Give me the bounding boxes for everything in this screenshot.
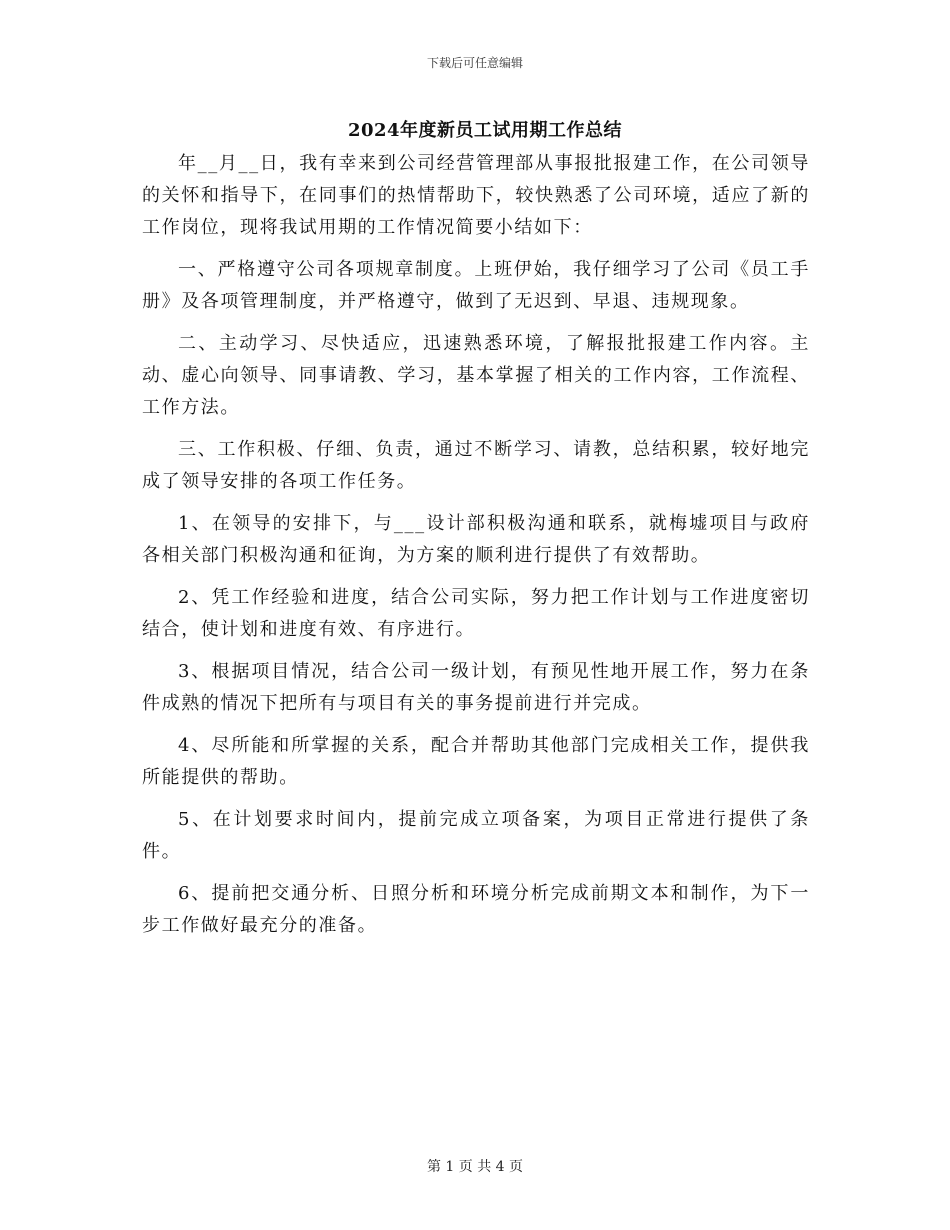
document-title: 2024年度新员工试用期工作总结 <box>347 120 623 141</box>
paragraph-section-3: 三、工作积极、仔细、负责，通过不断学习、请教，总结积累，较好地完成了领导安排的各项工作任务。 <box>142 439 810 492</box>
page-number: 第 1 页 共 4 页 <box>426 1159 524 1175</box>
paragraph-item-4: 4、尽所能和所掌握的关系，配合并帮助其他部门完成相关工作，提供我所能提供的帮助。 <box>142 735 810 788</box>
paragraph-item-3: 3、根据项目情况，结合公司一级计划，有预见性地开展工作，努力在条件成熟的情况下把所有与项目有关的事务提前进行并完成。 <box>142 661 810 714</box>
header-note: 下载后可任意编辑 <box>426 56 523 70</box>
paragraph-intro: 年__月__日，我有幸来到公司经营管理部从事报批报建工作，在公司领导的关怀和指导下，在同事们的热情帮助下，较快熟悉了公司环境，适应了新的工作岗位，现将我试用期的工作情况简要小结如下： <box>142 153 810 238</box>
document-body <box>142 148 810 952</box>
paragraph-item-6: 6、提前把交通分析、日照分析和环境分析完成前期文本和制作，为下一步工作做好最充分的准备。 <box>142 883 810 936</box>
paragraph-item-5: 5、在计划要求时间内，提前完成立项备案，为项目正常进行提供了条件。 <box>142 809 810 862</box>
paragraph-item-1: 1、在领导的安排下，与___设计部积极沟通和联系，就梅墟项目与政府各相关部门积极沟通和征询，为方案的顺利进行提供了有效帮助。 <box>142 513 810 566</box>
paragraph-section-1: 一、严格遵守公司各项规章制度。上班伊始，我仔细学习了公司《员工手册》及各项管理制度，并严格遵守，做到了无迟到、早退、违规现象。 <box>142 259 810 312</box>
paragraph-item-2: 2、凭工作经验和进度，结合公司实际，努力把工作计划与工作进度密切结合，使计划和进度有效、有序进行。 <box>142 587 810 640</box>
paragraph-section-2: 二、主动学习、尽快适应，迅速熟悉环境，了解报批报建工作内容。主动、虚心向领导、同事请教、学习，基本掌握了相关的工作内容，工作流程、工作方法。 <box>142 333 810 418</box>
